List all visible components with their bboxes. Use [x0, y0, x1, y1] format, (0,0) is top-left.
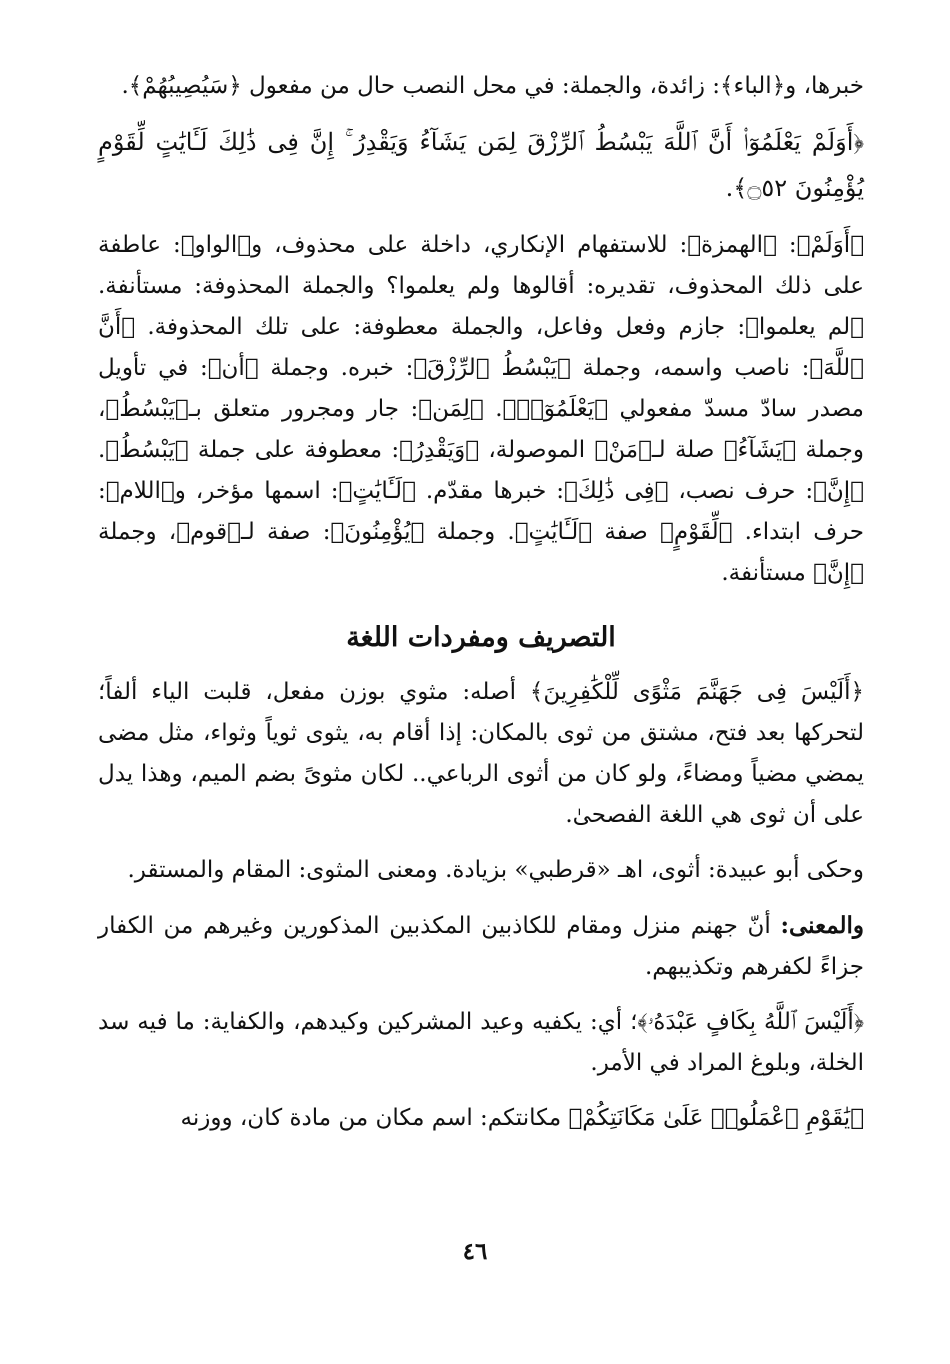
page-number: ٤٦ [462, 1238, 488, 1265]
quran-verse-52: ﴿أَوَلَمْ يَعْلَمُوٓا۟ أَنَّ ٱللَّهَ يَبْسُطُ ٱلرِّزْقَ لِمَن يَشَآءُ وَيَقْدِرُ ۚ إِنَّ فِى ذَٰلِكَ لَـَٔايَٰتٍ لِّقَوْمٍ يُؤْمِنُونَ ۝٥٢﴾. [98, 128, 864, 202]
meaning-lead: والمعنى: [780, 912, 864, 939]
section-heading: التصريف ومفردات اللغة [346, 622, 616, 653]
makana-paragraph: ﴿يَٰقَوْمِ ٱعْمَلُوا۟ عَلَىٰ مَكَانَتِكُمْ﴾ مكانتكم: اسم مكان من مادة كان، ووزنه [180, 1105, 864, 1131]
kafi-paragraph: ﴿أَلَيْسَ ٱللَّهُ بِكَافٍ عَبْدَهُۥ﴾؛ أي: يكفيه وعيد المشركين وكيدهم، والكفاية: ما فيه سد الخلة، وبلوغ المراد في الأمر. [98, 1009, 864, 1076]
abu-ubayda-paragraph: وحكى أبو عبيدة: أثوى، اهـ «قرطبي» بزيادة. ومعنى المثوى: المقام والمستقر. [127, 857, 864, 883]
grammar-analysis-paragraph: ﴿أَوَلَمْ﴾: ﴿الهمزة﴾: للاستفهام الإنكاري، داخلة على محذوف، و﴿الواو﴾: عاطفة على ذلك المحذوف، تقديره: أقالوها ولم يعلموا؟ والجملة المحذوفة: مستأنفة. ﴿لم يعلموا﴾: جازم وفعل وفاعل، والجملة معطوفة: على تلك المحذوفة. ﴿أَنَّ ٱللَّهَ﴾: ناصب واسمه، وجملة ﴿يَبْسُطُ ٱلرِّزْقَ﴾: خبره. وجملة ﴿أن﴾: في تأويل مصدر سادّ مسدّ مفعولي ﴿يَعْلَمُوٓا۟﴾. ﴿لِمَن﴾: جار ومجرور متعلق بـ﴿يَبْسُطُ﴾، وجملة ﴿يَشَآءُ﴾ صلة لـ﴿مَنْ﴾ الموصولة، ﴿وَيَقْدِرُ﴾: معطوفة على جملة ﴿يَبْسُطُ﴾. ﴿إِنَّ﴾: حرف نصب، ﴿فِى ذَٰلِكَ﴾: خبرها مقدّم. ﴿لَـَٔايَٰتٍ﴾: اسمها مؤخر، و﴿اللام﴾: حرف ابتداء. ﴿لِّقَوْمٍ﴾ صفة ﴿لَـَٔايَٰتٍ﴾. وجملة ﴿يُؤْمِنُونَ﴾: صفة لـ﴿قوم﴾، وجملة ﴿إِنَّ﴾ مستأنفة. [98, 232, 864, 586]
mathwa-paragraph: ﴿أَلَيْسَ فِى جَهَنَّمَ مَثْوًى لِّلْكَٰفِرِينَ﴾ أصله: مثوي بوزن مفعل، قلبت الياء ألفاً؛ لتحركها بعد فتح، مشتق من ثوى بالمكان: إذا أقام به، يثوى ثوياً وثواء، مثل مضى يمضي مضياً ومضاءً، ولو كان من أثوى الرباعي.. لكان مثوىً بضم الميم، وهذا يدل على أن ثوى هي اللغة الفصحىٰ. [98, 679, 864, 828]
meaning-paragraph [98, 905, 864, 988]
meaning-text: أنّ جهنم منزل ومقام للكاذبين المكذبين المذكورين وغيرهم من الكفار جزاءً لكفرهم وتكذيبهم. [98, 913, 864, 980]
continuation-paragraph: خبرها، و﴿الباء﴾: زائدة، والجملة: في محل النصب حال من مفعول ﴿سَيُصِيبُهُمْ﴾. [121, 73, 864, 99]
